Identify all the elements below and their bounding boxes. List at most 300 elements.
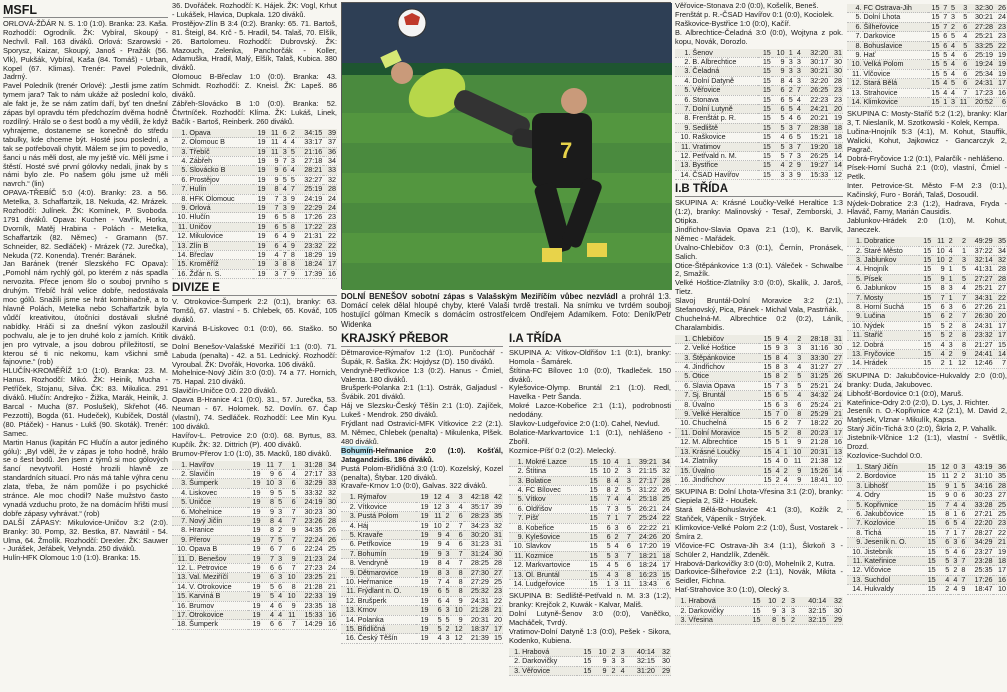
table-cell: 3 — [946, 284, 954, 293]
table-cell: 3 — [288, 156, 296, 165]
match-report: Olomouc B-Břeclav 1:0 (0:0). Branka: 43. Schmidt. Rozhodčí: Z. Kneisl. ŽK: Lapeš. 86 diváků. — [172, 72, 337, 100]
standings-table-ib-b-cont — [847, 4, 1007, 107]
table-cell: 15. — [172, 592, 188, 601]
match-report-bohumin — [341, 447, 503, 465]
table-cell: 7 — [940, 4, 948, 13]
caption-text: a prohrál 1:3. Domácí celek dělal hloupé chyby, které Valaši tvrdě trestali. Na snímku ve tvrdém souboji hostující gólman Kmecík s domácím ostrostřelcem Ondřejem Adamíkem. Foto: Deník/Petr Widenka — [341, 292, 671, 329]
table-cell: 7 — [937, 528, 951, 537]
table-cell: 27 — [490, 568, 503, 577]
table-cell: 3 — [954, 255, 967, 264]
table-cell: 7. — [675, 104, 691, 113]
table-cell: 10. — [847, 60, 863, 69]
table-cell: 22 — [490, 596, 503, 605]
table-cell: 6 — [451, 530, 464, 539]
table-cell: 4 — [932, 350, 945, 359]
table-cell: 19 — [323, 250, 337, 259]
table-cell: 6 — [954, 303, 967, 312]
table-cell: 18 — [829, 142, 843, 151]
table-cell: 6 — [280, 166, 288, 175]
table-cell: 6 — [619, 523, 631, 532]
table-cell: 4 — [950, 585, 958, 594]
team-name-cell: Písek — [863, 274, 919, 283]
table-cell: 22:33 — [297, 592, 324, 601]
table-cell: 17 — [994, 79, 1007, 88]
table-cell: 6 — [786, 133, 794, 142]
table-cell: 6. — [509, 504, 525, 513]
table-cell: 2. — [847, 246, 863, 255]
table-cell: 31:25 — [802, 372, 829, 381]
table-cell: 23 — [994, 22, 1007, 31]
table-cell: 25 — [324, 545, 338, 554]
table-row — [172, 213, 337, 222]
team-name-cell: Háj — [357, 521, 417, 530]
table-cell: 6 — [599, 532, 612, 541]
table-cell: 7 — [994, 359, 1007, 368]
table-cell: 7 — [794, 142, 802, 151]
table-cell: 8. — [172, 526, 188, 535]
team-name-cell: Slavkov — [525, 542, 586, 551]
team-name-cell: Úvalno — [691, 466, 759, 475]
team-name-cell: Bolatice — [525, 476, 586, 485]
team-name-cell: Pustá Polom — [357, 512, 417, 521]
table-cell: 12. — [509, 561, 525, 570]
team-name-cell: Zlín B — [188, 241, 252, 250]
table-cell: 5 — [599, 542, 612, 551]
table-cell: 3 — [275, 479, 283, 488]
match-report: V. Otrokovice-Šumperk 2:2 (0:1), branky: 63. Tomšů, 67. vlastní - 5. Chlebek, 65. Kováč, 105 diváků. — [172, 297, 337, 324]
team-name-cell: Odry — [863, 491, 923, 500]
table-cell: 18:22 — [802, 419, 829, 428]
table-cell: 15 — [586, 485, 599, 494]
table-row — [509, 467, 671, 476]
table-cell: 1. — [341, 493, 357, 502]
table-cell: 19:27 — [802, 161, 829, 170]
table-cell: 33 — [324, 469, 338, 478]
table-row — [172, 166, 337, 175]
match-report: HLUČÍN-KROMĚŘÍŽ 1:0 (1:0). Branka: 23. M. Hanus. Rozhodčí: Mikó. ŽK: Heinik, Mucha - Petříček, Stojanu, Silva. ČK: 83. Mikulica. 291 diváků. Hlučín: Andrejko - Žižka, Marák, Heinik, J. Barcal - Mucha (87. Poslušek), Skřehot (46. Pezzotti), Bogda (61. Hudeček), Kubíček, Dostál (80. Ptáček) - Hanus - Lukš (90. Skoták). Trenér: Samec. — [3, 366, 168, 438]
table-cell: 7 — [267, 203, 280, 212]
table-cell: 10 — [451, 606, 464, 615]
table-cell: 4 — [451, 502, 464, 511]
table-cell: 9 — [283, 554, 296, 563]
table-cell: 2 — [612, 485, 620, 494]
table-cell: 19 — [253, 129, 267, 138]
team-name-cell: Prostějov — [188, 175, 252, 184]
table-cell: 4 — [781, 353, 789, 362]
table-cell: 2 — [954, 237, 967, 246]
match-report: Dětmarovice-Rýmařov 1:2 (1:0). Punčochář - Šupák, R. Šaška. ŽK: Hojdysz (D). 150 diváků. — [341, 347, 503, 366]
team-name-cell: Kateřinice — [863, 556, 923, 565]
table-cell: 34 — [324, 461, 338, 470]
table-cell: 17:26 — [966, 575, 993, 584]
team-name-cell: Český Těšín — [357, 634, 417, 643]
table-cell: 27:23 — [297, 563, 324, 572]
table-cell: 5 — [288, 175, 296, 184]
table-row — [341, 512, 503, 521]
table-cell: 31:10 — [966, 472, 993, 481]
table-cell: 15. — [341, 625, 357, 634]
table-cell: 32 — [323, 175, 337, 184]
table-cell: 9. — [675, 410, 691, 419]
team-name-cell: Dětmarovice — [357, 568, 417, 577]
table-cell: 5 — [262, 582, 275, 591]
table-cell: 32:15 — [626, 657, 656, 666]
table-cell: 3 — [781, 400, 789, 409]
table-cell: 6 — [956, 51, 968, 60]
table-cell: 15 — [586, 532, 599, 541]
table-cell: 15 — [746, 606, 762, 615]
team-name-cell: Slavičín — [188, 469, 248, 478]
table-cell: 22:20 — [966, 519, 993, 528]
table-cell: 4 — [619, 495, 631, 504]
team-name-cell: Suchdol — [863, 575, 923, 584]
table-cell: 5 — [789, 381, 803, 390]
table-cell: 12 — [430, 502, 443, 511]
table-cell: 3 — [787, 597, 796, 606]
caption-lead: DOLNÍ BENEŠOV sobotní zápas s Valašským Meziříčím vůbec nezvládl — [341, 292, 618, 301]
table-cell: 4. — [172, 156, 188, 165]
table-cell: 28 — [829, 76, 843, 85]
table-cell: 15:33 — [802, 170, 829, 179]
table-cell: 15 — [758, 86, 772, 95]
table-cell: 18:41 — [802, 475, 829, 484]
table-cell: 11. — [341, 587, 357, 596]
team-name-cell: Zlatníky — [691, 457, 759, 466]
table-cell: 19 — [416, 540, 429, 549]
table-cell: 32:30 — [968, 4, 994, 13]
table-cell: 13. — [172, 573, 188, 582]
table-cell: 11. — [847, 556, 863, 565]
table-cell: 2 — [612, 532, 620, 541]
table-row — [172, 573, 337, 582]
table-cell: 10 — [283, 592, 296, 601]
table-row — [509, 476, 671, 485]
match-report: Písek-Horní Suchá 2:1 (0:0), vlastní, Čmiel - Petlk. — [847, 162, 1007, 181]
table-cell: 17 — [658, 561, 671, 570]
table-cell: 8 — [430, 559, 443, 568]
standings-table-divize-e — [172, 461, 337, 630]
table-cell: 11 — [267, 129, 280, 138]
table-cell: 15 — [928, 22, 941, 31]
table-cell: 4. — [847, 265, 863, 274]
table-cell: 6 — [994, 98, 1007, 107]
table-cell: 4 — [948, 69, 956, 78]
table-cell: 4 — [958, 500, 966, 509]
table-cell: 32:20 — [802, 76, 829, 85]
team-name-cell: Uničov — [188, 222, 252, 231]
match-report: SKUPINA B: Sedliště-Petřvald n. M. 3:3 (1:2), branky: Krejčok 2, Kuwák - Kalvar, Mališ. — [509, 591, 671, 610]
standings-table-msfl — [172, 129, 337, 280]
table-cell: 3 — [786, 170, 794, 179]
team-name-cell: Štítina — [525, 467, 586, 476]
table-cell: 7 — [958, 575, 966, 584]
table-cell: 16 — [829, 438, 843, 447]
table-cell: 5 — [430, 615, 443, 624]
table-cell: 9 — [451, 615, 464, 624]
table-cell: 4. — [675, 76, 691, 85]
table-cell: 15 — [758, 57, 772, 66]
table-cell: 3 — [786, 57, 794, 66]
table-cell: 23:32 — [967, 331, 994, 340]
table-cell: 15 — [919, 274, 932, 283]
table-cell: 11. — [172, 222, 188, 231]
team-name-cell: Jeseník n. O. — [863, 538, 923, 547]
table-cell: 31:16 — [802, 344, 829, 353]
match-report: SKUPINA D: Jakubčovice-Hukvaldy 2:0 (0:0), branky: Duda, Jakubovec. — [847, 370, 1007, 389]
table-cell: 6 — [619, 542, 631, 551]
table-cell: 10 — [599, 458, 612, 467]
table-cell: 2 — [781, 428, 789, 437]
table-cell: 9 — [932, 265, 945, 274]
table-cell: 4 — [612, 476, 620, 485]
table-cell: 8. — [509, 523, 525, 532]
column-krajsky-prebor — [341, 331, 503, 690]
table-cell: 1 — [954, 246, 967, 255]
table-cell: 3. — [172, 147, 188, 156]
match-report: Hať-Strahovice 3:0 (1:0), Olecký 3. — [675, 585, 790, 595]
table-cell: 8. — [341, 559, 357, 568]
table-cell: 24 — [323, 194, 337, 203]
table-row — [172, 185, 337, 194]
table-cell: 4 — [275, 592, 283, 601]
table-row — [675, 391, 843, 400]
table-cell: 3. — [172, 479, 188, 488]
column-msfl-cont — [172, 2, 337, 690]
table-cell: 3 — [772, 170, 786, 179]
column-ia-b-and-ib — [675, 2, 843, 690]
table-row — [847, 359, 1007, 368]
table-cell: 7 — [619, 532, 631, 541]
table-cell: 31 — [490, 530, 503, 539]
table-cell: 6 — [283, 498, 296, 507]
team-name-cell: Hnojník — [863, 265, 919, 274]
table-cell: 6 — [262, 573, 275, 582]
table-cell: 19 — [324, 592, 338, 601]
table-cell: 15 — [759, 447, 773, 456]
table-cell: 27:21 — [966, 509, 993, 518]
team-name-cell: Val. Meziříčí — [188, 573, 248, 582]
table-cell: 7. — [172, 185, 188, 194]
table-cell: 4 — [262, 611, 275, 620]
table-cell: 3 — [267, 269, 280, 278]
table-cell: 9. — [847, 312, 863, 321]
table-cell: 19 — [248, 563, 261, 572]
table-cell: 4 — [275, 611, 283, 620]
table-cell: 5 — [794, 133, 802, 142]
table-cell: 5 — [275, 498, 283, 507]
table-cell: 9. — [172, 203, 188, 212]
table-cell: 18:21 — [632, 551, 658, 560]
table-cell: 19 — [253, 175, 267, 184]
table-cell: 5. — [509, 495, 525, 504]
table-cell: 9 — [937, 491, 951, 500]
team-name-cell: Hukvaldy — [863, 585, 923, 594]
table-cell: 3 — [612, 570, 620, 579]
table-cell: 10 — [932, 255, 945, 264]
table-cell: 15 — [759, 428, 773, 437]
table-cell: 19 — [416, 596, 429, 605]
table-cell: 23 — [323, 213, 337, 222]
table-cell: 5 — [599, 551, 612, 560]
table-cell: 4 — [781, 335, 789, 344]
team-name-cell: L. Petrovice — [188, 563, 248, 572]
team-name-cell: Karviná B — [188, 592, 248, 601]
table-cell: 11 — [262, 461, 275, 470]
table-cell: 23:32 — [296, 241, 323, 250]
match-report: DALŠÍ ZÁPASY: Mikulovice-Uničov 3:2 (2:0). Branky: 30. Pomp, 32. Bestka, 87. Navrátil - 54. Ulma, 64. Žmolík. Rozhodčí: Drexler. ŽK: Sauwer - Jurášek, Jeřábek, Velynda. 250 diváků. — [3, 517, 168, 554]
table-cell: 5 — [443, 615, 451, 624]
table-cell: 5 — [940, 60, 948, 69]
table-cell: 8. — [675, 400, 691, 409]
table-cell: 32:20 — [802, 49, 829, 58]
table-cell: 5 — [280, 175, 288, 184]
team-name-cell: FC Bílovec — [525, 485, 586, 494]
table-cell: 20 — [829, 104, 843, 113]
table-cell: 15:26 — [802, 466, 829, 475]
quote-paragraph: Martin Hanus (kapitán FC Hlučín a autor jediného gólu): „Byl vděl, že v zápas je toho hodně, hrálo se o šest bodů. Jen jsem z týmů si moc gólových šancí nevytvořil. Hosté hrozili hlavně ze standardních situací. Pro nás má tahle výhra cenu zlata, třeba, že nám pomůže i po psychické stránce. Ale moc chodil? Naše mužstvo často vynadá vzduchu proto, že na domácím hřišti musí dobře zápasy vyhrávat.“ (rob) — [3, 437, 168, 518]
table-cell: 25:35 — [966, 566, 993, 575]
team-name-cell: Darkovice — [863, 32, 928, 41]
section-title-ib-trida: I.B TŘÍDA — [675, 183, 843, 197]
table-cell: 22 — [994, 41, 1007, 50]
team-name-cell: Zábřeh — [188, 156, 252, 165]
table-cell: 30 — [324, 507, 338, 516]
table-cell: 7 — [280, 269, 288, 278]
table-cell: 6 — [280, 129, 288, 138]
table-cell: 34:35 — [297, 526, 324, 535]
table-cell: 19 — [248, 545, 261, 554]
table-row — [847, 538, 1007, 547]
table-cell: 18:24 — [632, 561, 658, 570]
table-cell: 14. — [675, 457, 691, 466]
table-cell: 39 — [323, 129, 337, 138]
team-name-cell: Havířov — [188, 461, 248, 470]
table-cell: 18:29 — [296, 250, 323, 259]
table-cell: 21 — [993, 538, 1007, 547]
table-cell: 31 — [829, 335, 843, 344]
table-cell: 24:31 — [967, 321, 994, 330]
table-cell: 7. — [847, 32, 863, 41]
table-cell: 24:19 — [297, 498, 324, 507]
table-cell: 3 — [794, 67, 802, 76]
table-cell: 23 — [490, 587, 503, 596]
table-cell: 6 — [773, 419, 781, 428]
table-cell: 4 — [599, 561, 612, 570]
table-cell: 15 — [919, 331, 932, 340]
match-report: Darkovice-Šilheřovice 2:2 (1:1), Novák, Mikita - Seidler, Fichna. — [675, 567, 843, 586]
table-cell: 25:21 — [802, 381, 829, 390]
team-name-cell: Chlebičov — [691, 335, 759, 344]
table-cell: 7 — [789, 419, 803, 428]
table-cell: 26 — [994, 4, 1007, 13]
table-cell: 18 — [829, 123, 843, 132]
table-cell: 20:23 — [802, 428, 829, 437]
table-cell: 8 — [789, 410, 803, 419]
table-cell: 6 — [940, 32, 948, 41]
team-name-cell: Sj. Bruntál — [691, 391, 759, 400]
table-cell: 9 — [772, 67, 786, 76]
table-cell: 1. — [172, 129, 188, 138]
table-cell: 24:41 — [967, 350, 994, 359]
table-cell: 8 — [288, 260, 296, 269]
table-cell: 13. — [509, 570, 525, 579]
quote-paragraph: Pavel Poledník (trenér Orlové): „Jestli jsme zatím tymem jara? Tak to nám ukáže až poslední kolo, ale fakt je, že se nám zatím daří, byť ten dnešní zápas byl opravdu tém předchozím dvěma hodně rozdílný. Hrálo se o šest bodů a my vědíli, že když vyhrajeme, dostaneme se konečně do středu tabulky, kde chceme být. Hosté jsou poslední, a tak se potřebovali chytit. Málem se jim to povedlo, šanci u nás měli dost, ale my ještě víc. Mělí jsme i štěstí. Hosté své první gólovky nedali, jinak by s námi bylo zle. Po našem gólu jsme už měli navrch.“ (lin) — [3, 81, 168, 189]
table-cell: 23:28 — [966, 556, 993, 565]
table-cell: 6 — [451, 512, 464, 521]
table-cell: 12 — [430, 493, 443, 502]
table-cell: 18:24 — [296, 260, 323, 269]
table-cell: 15 — [928, 69, 941, 78]
table-cell: 2. — [509, 467, 525, 476]
table-cell: 26:30 — [967, 312, 994, 321]
table-cell: 6 — [773, 391, 781, 400]
team-name-cell: Frýdlant n. O. — [357, 587, 417, 596]
team-name-cell: Čeladná — [691, 67, 758, 76]
table-cell: 8 — [262, 526, 275, 535]
table-cell: 12. — [341, 596, 357, 605]
match-report: Slavičín-Uničce 0:0. 220 diváků. — [172, 386, 278, 396]
match-report: Nýdek-Dobratice 2:3 (1:2), Hadrava, Fryda - Hlaváč, Farny, Marián Causidis. — [847, 198, 1007, 217]
table-cell: 9 — [430, 540, 443, 549]
table-cell: 10. — [172, 213, 188, 222]
table-cell: 15 — [759, 400, 773, 409]
table-cell: 31:23 — [464, 540, 490, 549]
table-cell: 35:17 — [464, 502, 490, 511]
table-cell: 9. — [675, 123, 691, 132]
table-cell: 15 — [746, 597, 762, 606]
team-name-cell: Stonava — [691, 95, 758, 104]
table-cell: 19 — [253, 138, 267, 147]
table-cell: 5. — [172, 166, 188, 175]
team-name-cell: Krásné Loučky — [691, 447, 759, 456]
table-cell: 5 — [937, 566, 951, 575]
team-name-cell: Oldřišov — [525, 504, 586, 513]
team-name-cell: Hať — [863, 51, 928, 60]
table-cell: 6 — [772, 86, 786, 95]
table-cell: 2 — [946, 255, 954, 264]
match-report: OPAVA-TŘEBÍČ 5:0 (4:0). Branky: 23. a 56. Metelka, 3. Schaffartzik, 18. Nekuda, 42. Mrázek. Rozhodčí: Julínek. ŽK: Komínek, P. Svoboda. 1791 diváků. Opava: Kuchen - Vavřík, Horka, Dvorník, Matěj Hrabina - Polách - Metelka, Schaffartzik (82. Němec) - Gramann (57. Schneider, 82. Sedláček) - Mrázek (72. Jurečka), Nekuda (72. Konenda). Trenér: Baránek. — [3, 188, 168, 260]
table-row — [847, 284, 1007, 293]
table-cell: 3 — [777, 606, 786, 615]
table-cell: 9 — [267, 156, 280, 165]
table-cell: 9 — [794, 170, 802, 179]
standings-table-ib-d — [847, 463, 1007, 595]
table-cell: 32 — [656, 648, 671, 657]
table-cell: 4 — [267, 250, 280, 259]
table-cell: 5. — [847, 274, 863, 283]
table-cell: 17 — [829, 428, 843, 437]
table-cell: 15 — [586, 504, 599, 513]
table-cell: 19 — [994, 60, 1007, 69]
table-cell: 4 — [954, 284, 967, 293]
table-cell: 14 — [829, 466, 843, 475]
table-cell: 23:26 — [297, 516, 324, 525]
team-name-cell: Jablunkov — [863, 284, 919, 293]
table-cell: 19 — [253, 185, 267, 194]
table-row — [847, 32, 1007, 41]
table-cell: 8 — [599, 476, 612, 485]
table-cell: 3 — [275, 573, 283, 582]
table-cell: 1. — [675, 335, 691, 344]
table-cell: 2 — [443, 521, 451, 530]
table-row — [341, 634, 503, 643]
table-cell: 5 — [443, 587, 451, 596]
table-cell: 5 — [262, 592, 275, 601]
table-cell: 5 — [932, 331, 945, 340]
team-name-cell: Věřovice — [691, 86, 758, 95]
table-cell: 17. — [172, 611, 188, 620]
team-name-cell: Věřovice — [521, 666, 577, 675]
